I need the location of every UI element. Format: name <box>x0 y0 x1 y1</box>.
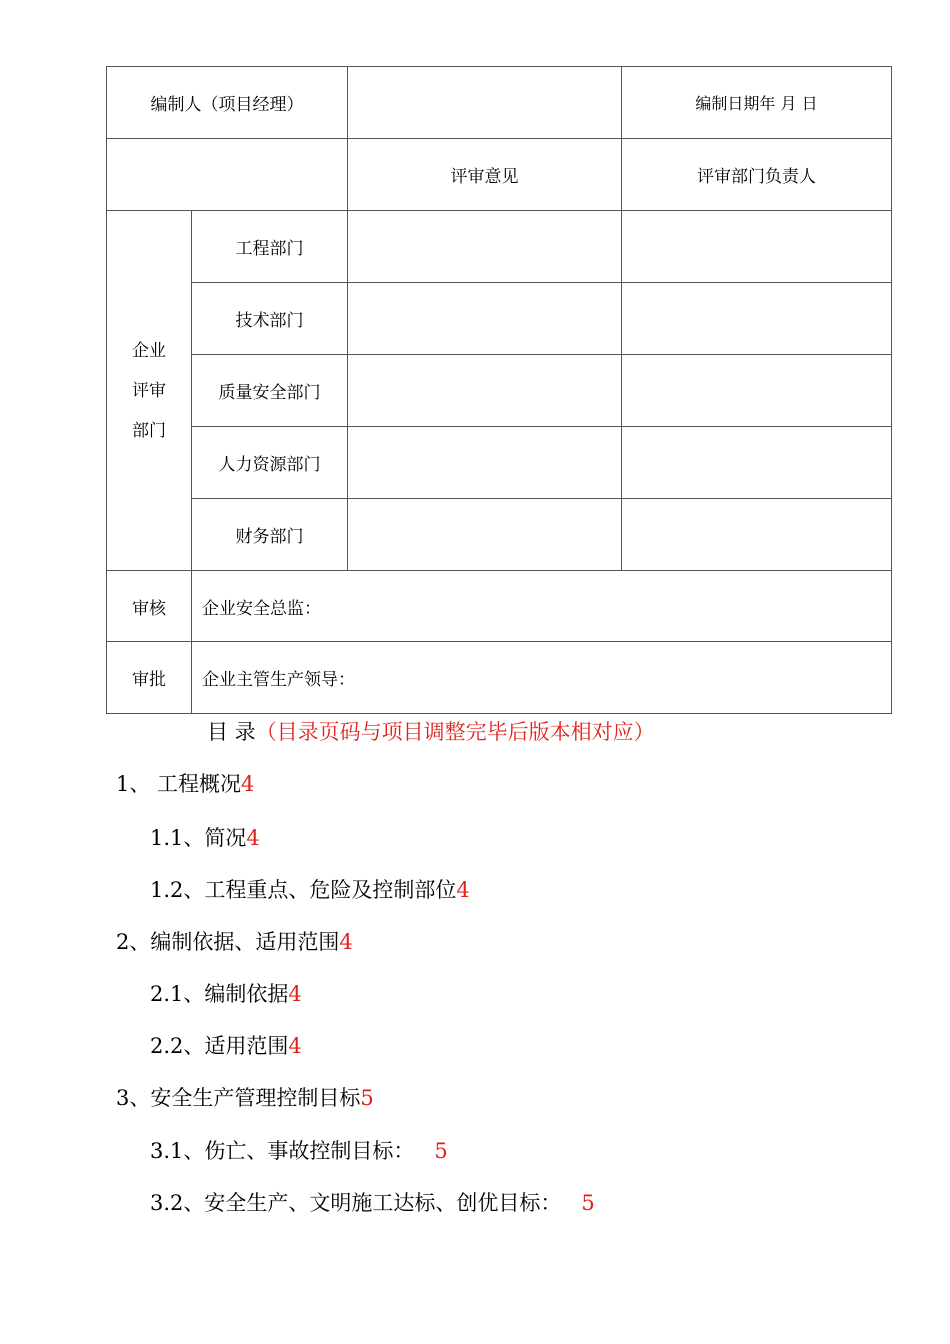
toc-page-number: 4 <box>246 826 260 850</box>
toc-title <box>207 716 655 746</box>
dept-quality-safety-label: 质量安全部门 <box>192 355 348 427</box>
toc-page-number: 5 <box>434 1139 448 1163</box>
toc-item-text: 3.1、伤亡、事故控制目标： <box>150 1139 415 1163</box>
toc-page-number: 4 <box>241 772 255 796</box>
toc-item-text: 2、编制依据、适用范围 <box>116 930 340 954</box>
toc-page-number: 4 <box>456 878 470 902</box>
toc-page-number: 4 <box>288 982 302 1006</box>
toc-item[interactable] <box>150 822 260 852</box>
toc-item-text: 1.2、工程重点、危险及控制部位 <box>150 878 457 902</box>
toc-item-text: 1、 工程概况 <box>116 772 242 796</box>
opinion-header: 评审意见 <box>348 139 622 211</box>
review-signature-field[interactable]: 企业安全总监： <box>192 571 892 642</box>
toc-item-text: 2.1、编制依据 <box>150 982 289 1006</box>
review-label: 审核 <box>107 571 192 642</box>
approve-signature-field[interactable]: 企业主管生产领导： <box>192 642 892 714</box>
leader-header: 评审部门负责人 <box>622 139 892 211</box>
dept-hr-label: 人力资源部门 <box>192 427 348 499</box>
dept-technical-label: 技术部门 <box>192 283 348 355</box>
toc-item-text: 1.1、简况 <box>150 826 247 850</box>
toc-item-text: 3.2、安全生产、文明施工达标、创优目标： <box>150 1191 562 1215</box>
toc-item[interactable] <box>150 1135 448 1165</box>
toc-item[interactable] <box>116 926 353 956</box>
group-label-line: 企业 <box>132 340 166 361</box>
toc-item[interactable] <box>150 874 470 904</box>
toc-title-note: （目录页码与项目调整完毕后版本相对应） <box>255 720 655 744</box>
toc-item-text: 3、安全生产管理控制目标 <box>116 1086 361 1110</box>
dept-engineering-label: 工程部门 <box>192 211 348 283</box>
toc-item[interactable] <box>150 1030 302 1060</box>
toc-page-number: 4 <box>339 930 353 954</box>
compile-date-label: 编制日期年 月 日 <box>622 67 892 139</box>
toc-page-number: 5 <box>360 1086 374 1110</box>
approve-label: 审批 <box>107 642 192 714</box>
dept-finance-label: 财务部门 <box>192 499 348 571</box>
toc-page-number: 5 <box>581 1191 595 1215</box>
toc-title-text: 目 录 <box>207 720 256 744</box>
group-label-line: 评审 <box>132 380 166 401</box>
toc-item[interactable] <box>150 1187 595 1217</box>
compiler-label: 编制人（项目经理） <box>107 67 348 139</box>
toc-item[interactable] <box>116 768 254 798</box>
group-label-line: 部门 <box>132 420 166 441</box>
toc-item[interactable] <box>116 1082 374 1112</box>
toc-item[interactable] <box>150 978 302 1008</box>
toc-item-text: 2.2、适用范围 <box>150 1034 289 1058</box>
toc-page-number: 4 <box>288 1034 302 1058</box>
